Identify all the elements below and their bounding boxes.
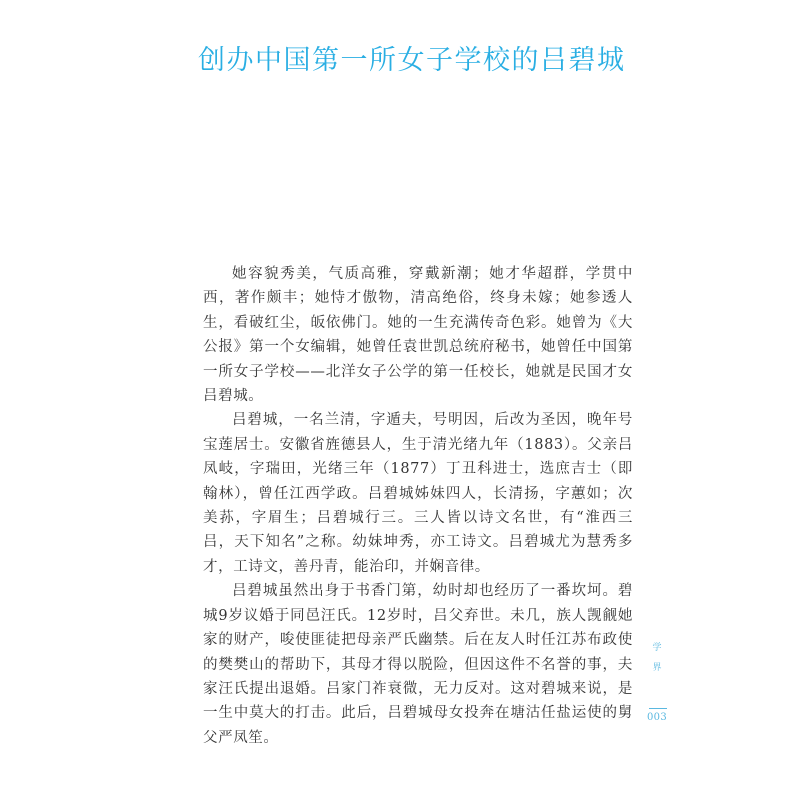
paragraph-1: 她容貌秀美，气质高雅，穿戴新潮；她才华超群，学贯中西，著作颇丰；她恃才傲物，清高绝俗，终身未嫁；她参透人生，看破红尘，皈依佛门。她的一生充满传奇色彩。她曾为《大公报》第一个女编辑，她曾任袁世凯总统府秘书，她曾任中国第一所女子学校——北洋女子公学的第一任校长，她就是民国才女吕碧城。: [203, 266, 633, 405]
paragraph-2: 吕碧城，一名兰清，字遁夫，号明因，后改为圣因，晚年号宝莲居士。安徽省旌德县人，生于清光绪九年（1883）。父亲吕凤岐，字瑞田，光绪三年（1877）丁丑科进士，选庶吉士（即翰林），曾任江西学政。吕碧城姊妹四人，长清扬，字蕙如；次美荪，字眉生；吕碧城行三。三人皆以诗文名世，有“淮西三吕，天下知名”之称。幼妹坤秀，亦工诗文。吕碧城尤为慧秀多才，工诗文，善丹青，能治印，并娴音律。: [203, 412, 633, 575]
paragraph-3: 吕碧城虽然出身于书香门第，幼时却也经历了一番坎坷。碧城9岁议婚于同邑汪氏。12岁时，吕父弃世。未几，族人觊觎她家的财产，唆使匪徒把母亲严氏幽禁。后在友人时任江苏布政使的樊樊山的帮助下，其母才得以脱险，但因这件不名誉的事，夫家汪氏提出退婚。吕家门祚衰微，无力反对。这对碧城来说，是一生中莫大的打击。此后，吕碧城母女投奔在塘沽任盐运使的舅父严凤笙。: [203, 583, 633, 746]
section-side-label: 学界: [652, 643, 662, 673]
chapter-title: 创办中国第一所女子学校的吕碧城: [198, 45, 626, 76]
page-number-rule: [649, 708, 667, 709]
page-number: 003: [647, 712, 667, 723]
article-body: [203, 262, 633, 750]
